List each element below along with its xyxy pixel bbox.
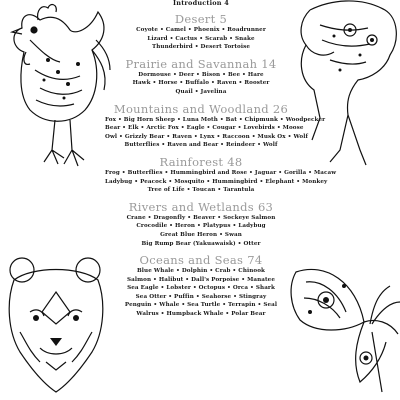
section-rivers [105,201,297,248]
table-of-contents [105,0,337,319]
bear-illustration [0,252,112,400]
section-line: Crocodile • Heron • Platypus • Ladybug [136,223,266,230]
section-prairie [105,58,297,97]
section-title: Rivers and Wetlands 63 [128,199,274,214]
section-line: Frog • Butterflies • Hummingbird and Rose • Jaguar • Gorilla • Macaw [105,169,337,176]
section-oceans [105,254,297,319]
section-line: Lizard • Cactus • Scarab • Snake [147,35,255,42]
section-line: Coyote • Camel • Phoenix • Roadrunner [136,27,266,33]
section-line: Bear • Elk • Arctic Fox • Eagle • Cougar • Lovebirds • Moose [105,125,304,132]
section-line: Penguin • Whale • Sea Turtle • Terrapin • Seal [124,302,278,309]
section-line: Walrus • Humpback Whale • Polar Bear [136,311,266,318]
section-title: Oceans and Seas 74 [139,253,263,268]
section-line: Salmon • Halibut • Dall's Porpoise • Manatee [127,276,275,283]
intro-entry: Introduction 4 [173,0,229,7]
section-line: Crane • Dragonfly • Beaver • Sockeye Salmon [126,214,276,221]
section-line: Owl • Grizzly Bear • Raven • Lynx • Raccoon • Musk Ox • Wolf [105,133,308,140]
section-line: Dormouse • Deer • Bison • Bee • Hare [138,71,264,78]
section-line: Butterflies • Raven and Bear • Reindeer • Wolf [124,142,278,149]
section-line: Big Rump Bear (Yakuawaisk) • Otter [141,240,261,247]
section-mountains [105,101,326,150]
horse-illustration [290,0,400,175]
section-line: Tree of Life • Toucan • Tarantula [147,187,255,194]
section-line: Hawk • Horse • Buffalo • Raven • Rooster [132,80,270,87]
section-line: Blue Whale • Dolphin • Crab • Chinook [136,268,266,275]
butterfly-illustration [286,262,400,400]
section-title: Mountains and Woodland 26 [113,101,289,116]
section-desert [105,13,297,52]
section-line: Great Blue Heron • Swan [160,231,242,238]
rooster-illustration [0,0,112,180]
section-title: Desert 5 [174,12,228,26]
section-title: Rainforest 48 [159,154,243,169]
section-line: Fox • Big Horn Sheep • Luna Moth • Bat • Chipmunk • Woodpecker [105,116,326,123]
section-line: Sea Otter • Puffin • Seahorse • Stingray [135,293,267,300]
section-title: Prairie and Savannah 14 [125,56,277,71]
section-line: Sea Eagle • Lobster • Octopus • Orca • Shark [127,285,275,292]
section-line: Quail • Javelina [175,88,227,95]
section-line: Thunderbird • Desert Tortoise [152,44,250,51]
section-line: Ladybug • Peacock • Mosquito • Hummingbird • Elephant • Monkey [105,178,328,185]
section-rainforest [105,154,337,195]
